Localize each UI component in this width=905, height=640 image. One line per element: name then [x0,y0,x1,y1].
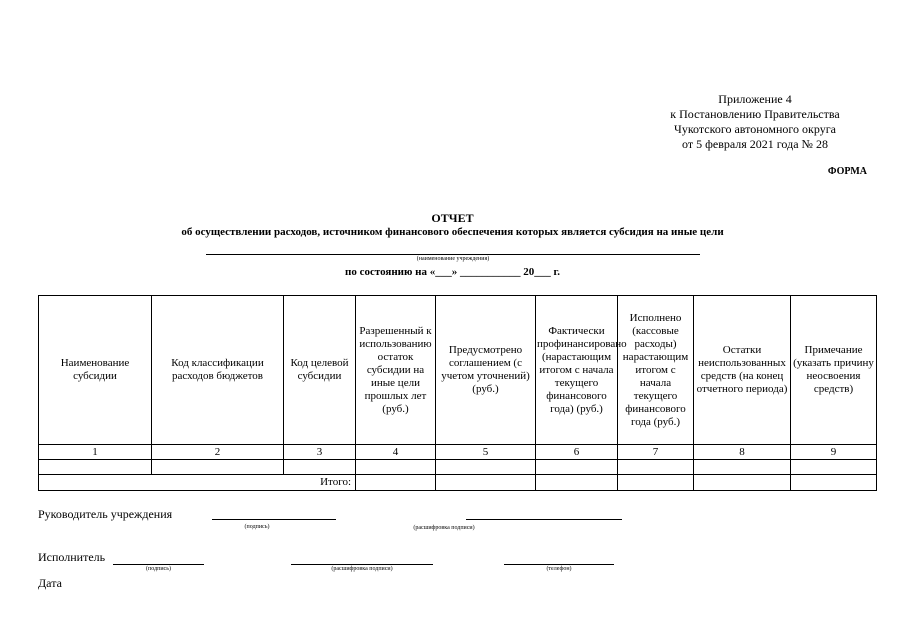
form-label: ФОРМА [827,166,867,177]
executor-signature-caption: (подпись) [146,566,171,572]
head-signature-caption: (подпись) [244,524,270,530]
head-label: Руководитель учреждения [38,507,173,521]
appendix-line-2: к Постановлению Правительства [670,107,840,121]
date-label: Дата [38,576,62,590]
column-number: 3 [284,445,356,460]
total-cell[interactable] [791,475,877,491]
table-cell[interactable] [436,460,536,475]
organization-name-line[interactable] [206,254,700,255]
table-row [39,460,877,475]
column-number: 2 [152,445,284,460]
head-decode-line[interactable] [466,519,622,520]
executor-decode-caption: (расшифровка подписи) [331,566,393,572]
total-cell[interactable] [536,475,618,491]
total-cell[interactable] [618,475,694,491]
header-cell: Код целевой субсидии [284,296,356,445]
total-cell[interactable] [356,475,436,491]
column-number: 9 [791,445,877,460]
header-cell: Фактически профинансировано (нарастающим итогом с начала текущего финансового года) (руб.) [536,296,618,445]
header-cell: Остатки неиспользованных средств (на конец отчетного периода) [694,296,791,445]
head-signature-line[interactable] [212,519,336,520]
table-cell[interactable] [791,460,877,475]
report-title: ОТЧЕТ [431,211,474,225]
total-label: Итого: [39,475,356,491]
report-subtitle: об осуществлении расходов, источником финансового обеспечения которых является субсидия на иные цели [181,226,724,238]
table-cell[interactable] [152,460,284,475]
executor-decode-line[interactable] [291,564,433,565]
column-number: 5 [436,445,536,460]
header-cell: Код классификации расходов бюджетов [152,296,284,445]
table-cell[interactable] [618,460,694,475]
header-row [39,296,877,445]
column-number-row [39,445,877,460]
table-cell[interactable] [356,460,436,475]
executor-signature-line[interactable] [113,564,204,565]
column-number: 8 [694,445,791,460]
column-number: 1 [39,445,152,460]
table-cell[interactable] [39,460,152,475]
organization-caption: (наименование учреждения) [416,256,490,262]
table-cell[interactable] [284,460,356,475]
report-table [38,295,877,491]
appendix-block [640,92,870,152]
total-row [39,475,877,491]
total-cell[interactable] [436,475,536,491]
header-cell: Примечание (указать причину неосвоения средств) [791,296,877,445]
executor-phone-caption: (телефон) [546,566,572,572]
header-cell: Наименование субсидии [39,296,152,445]
as-of-date: по состоянию на «___» ___________ 20___ г. [344,266,561,278]
appendix-line-4: от 5 февраля 2021 года № 28 [682,137,828,151]
column-number: 7 [618,445,694,460]
appendix-line-1: Приложение 4 [718,92,792,106]
executor-phone-line[interactable] [504,564,614,565]
appendix-line-3: Чукотского автономного округа [674,122,836,136]
header-cell: Исполнено (кассовые расходы) нарастающим итогом с начала текущего финансового года (руб.) [618,296,694,445]
table-cell[interactable] [694,460,791,475]
header-cell: Разрешенный к использованию остаток субсидии на иные цели прошлых лет (руб.) [356,296,436,445]
column-number: 4 [356,445,436,460]
header-cell: Предусмотрено соглашением (с учетом уточнений) (руб.) [436,296,536,445]
total-cell[interactable] [694,475,791,491]
executor-label: Исполнитель [38,550,106,564]
column-number: 6 [536,445,618,460]
head-decode-caption: (расшифровка подписи) [413,525,475,531]
table-cell[interactable] [536,460,618,475]
